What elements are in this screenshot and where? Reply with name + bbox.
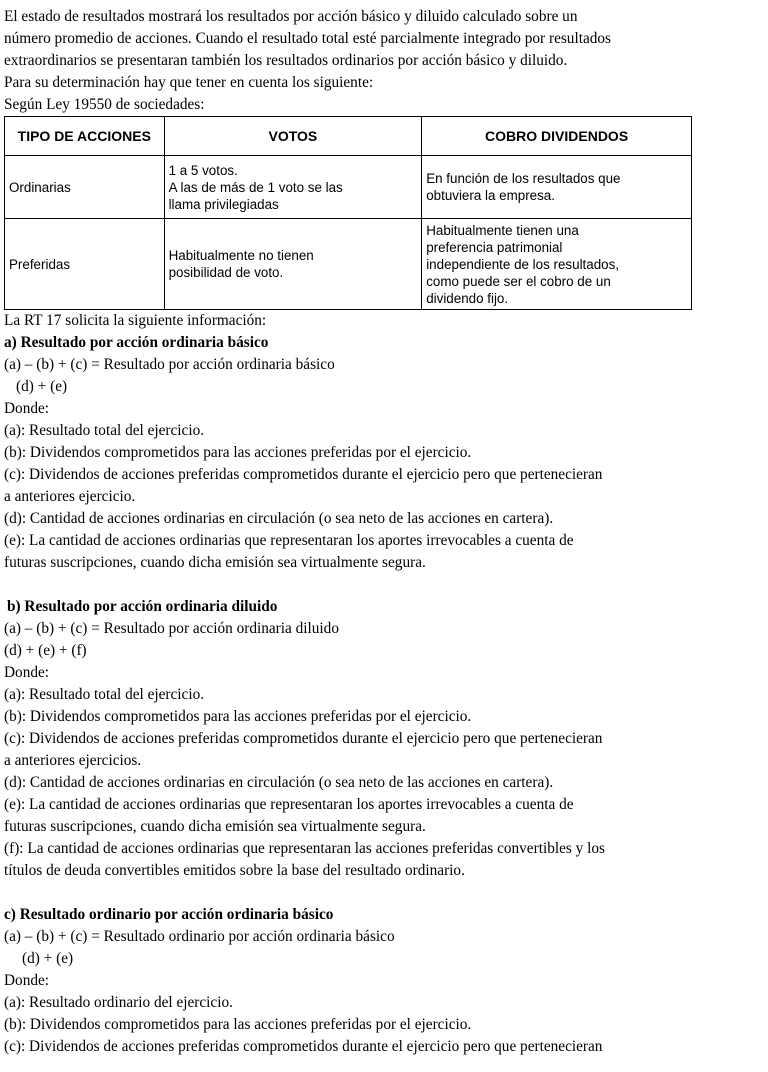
definition-line: (d): Cantidad de acciones ordinarias en circulación (o sea neto de las acciones en cartera). <box>4 510 554 527</box>
table-row <box>5 219 692 310</box>
cell-tipo: Ordinarias <box>5 156 165 219</box>
definition-line: (a): Resultado total del ejercicio. <box>4 422 205 439</box>
donde-label: Donde: <box>4 400 50 417</box>
cell-tipo: Preferidas <box>5 219 165 310</box>
definition-line: (a): Resultado total del ejercicio. <box>4 686 205 703</box>
intro-line: Según Ley 19550 de sociedades: <box>4 96 205 113</box>
cell-line: Habitualmente tienen una <box>426 222 579 238</box>
cell-line: preferencia patrimonial <box>426 239 563 255</box>
definition-line: futuras suscripciones, cuando dicha emisión sea virtualmente segura. <box>4 818 426 835</box>
share-types-table <box>4 116 692 310</box>
document-page <box>4 6 768 1058</box>
spacer <box>4 882 768 904</box>
cell-line: obtuviera la empresa. <box>426 188 555 203</box>
definition-line: (a): Resultado ordinario del ejercicio. <box>4 994 233 1011</box>
intro-line: Para su determinación hay que tener en cuenta los siguiente: <box>4 74 374 91</box>
formula: (a) – (b) + (c) = Resultado ordinario por acción ordinaria básico <box>4 928 395 945</box>
cell-line: dividendo fijo. <box>426 290 509 306</box>
definition-line: futuras suscripciones, cuando dicha emisión sea virtualmente segura. <box>4 554 426 571</box>
cell-votos <box>164 156 422 219</box>
intro-line: número promedio de acciones. Cuando el resultado total esté parcialmente integrado por resultados <box>4 30 611 47</box>
definition-line: (e): La cantidad de acciones ordinarias que representaran los aportes irrevocables a cuenta de <box>4 532 574 549</box>
definition-line: (b): Dividendos comprometidos para las acciones preferidas por el ejercicio. <box>4 708 472 725</box>
definition-line: (c): Dividendos de acciones preferidas comprometidos durante el ejercicio pero que pertenecieran <box>4 730 603 747</box>
section-a <box>4 332 768 574</box>
intro-line: extraordinarios se presentaran también los resultados ordinarios por acción básico y diluido. <box>4 52 568 69</box>
cell-line: llama privilegiadas <box>168 196 279 212</box>
cell-line: posibilidad de voto. <box>168 265 284 280</box>
cell-line: como puede ser el cobro de un <box>426 273 611 289</box>
formula: (a) – (b) + (c) = Resultado por acción ordinaria básico <box>4 356 335 373</box>
header-tipo: TIPO DE ACCIONES <box>5 117 165 156</box>
definition-line: a anteriores ejercicio. <box>4 488 136 505</box>
section-b <box>4 596 768 882</box>
formula: (a) – (b) + (c) = Resultado por acción ordinaria diluido <box>4 620 339 637</box>
definition-line: (c): Dividendos de acciones preferidas comprometidos durante el ejercicio pero que pertenecieran <box>4 466 603 483</box>
definition-line: a anteriores ejercicios. <box>4 752 142 769</box>
header-votos: VOTOS <box>164 117 422 156</box>
formula-denominator: (d) + (e) + (f) <box>4 642 87 659</box>
cell-cobro <box>422 156 692 219</box>
cell-cobro <box>422 219 692 310</box>
section-c <box>4 904 768 1058</box>
definition-line: (c): Dividendos de acciones preferidas comprometidos durante el ejercicio pero que pertenecieran <box>4 1038 603 1055</box>
table-header-row <box>5 117 692 156</box>
cell-votos <box>164 219 422 310</box>
section-title: b) Resultado por acción ordinaria diluido <box>7 598 278 615</box>
definition-line: (b): Dividendos comprometidos para las acciones preferidas por el ejercicio. <box>4 1016 472 1033</box>
section-title: c) Resultado ordinario por acción ordinaria básico <box>4 906 334 923</box>
definition-line: (d): Cantidad de acciones ordinarias en circulación (o sea neto de las acciones en cartera). <box>4 774 554 791</box>
formula-denominator: (d) + (e) <box>22 950 74 967</box>
intro-paragraph <box>4 6 768 116</box>
donde-label: Donde: <box>4 664 50 681</box>
table-row <box>5 156 692 219</box>
definition-line: (b): Dividendos comprometidos para las acciones preferidas por el ejercicio. <box>4 444 472 461</box>
definition-line: títulos de deuda convertibles emitidos sobre la base del resultado ordinario. <box>4 862 465 879</box>
cell-line: Habitualmente no tienen <box>168 248 314 263</box>
cell-line: independiente de los resultados, <box>426 256 620 272</box>
cell-line: 1 a 5 votos. <box>168 162 238 178</box>
spacer <box>4 574 768 596</box>
intro-line: El estado de resultados mostrará los resultados por acción básico y diluido calculado sobre un <box>4 8 578 25</box>
donde-label: Donde: <box>4 972 50 989</box>
rt17-intro: La RT 17 solicita la siguiente información: <box>4 312 267 329</box>
definition-line: (e): La cantidad de acciones ordinarias que representaran los aportes irrevocables a cuenta de <box>4 796 574 813</box>
definition-line: (f): La cantidad de acciones ordinarias que representaran las acciones preferidas convertibles y los <box>4 840 605 857</box>
section-title: a) Resultado por acción ordinaria básico <box>4 334 269 351</box>
cell-line: A las de más de 1 voto se las <box>168 179 343 195</box>
formula-denominator: (d) + (e) <box>16 378 68 395</box>
cell-line: En función de los resultados que <box>426 171 621 186</box>
header-cobro: COBRO DIVIDENDOS <box>422 117 692 156</box>
